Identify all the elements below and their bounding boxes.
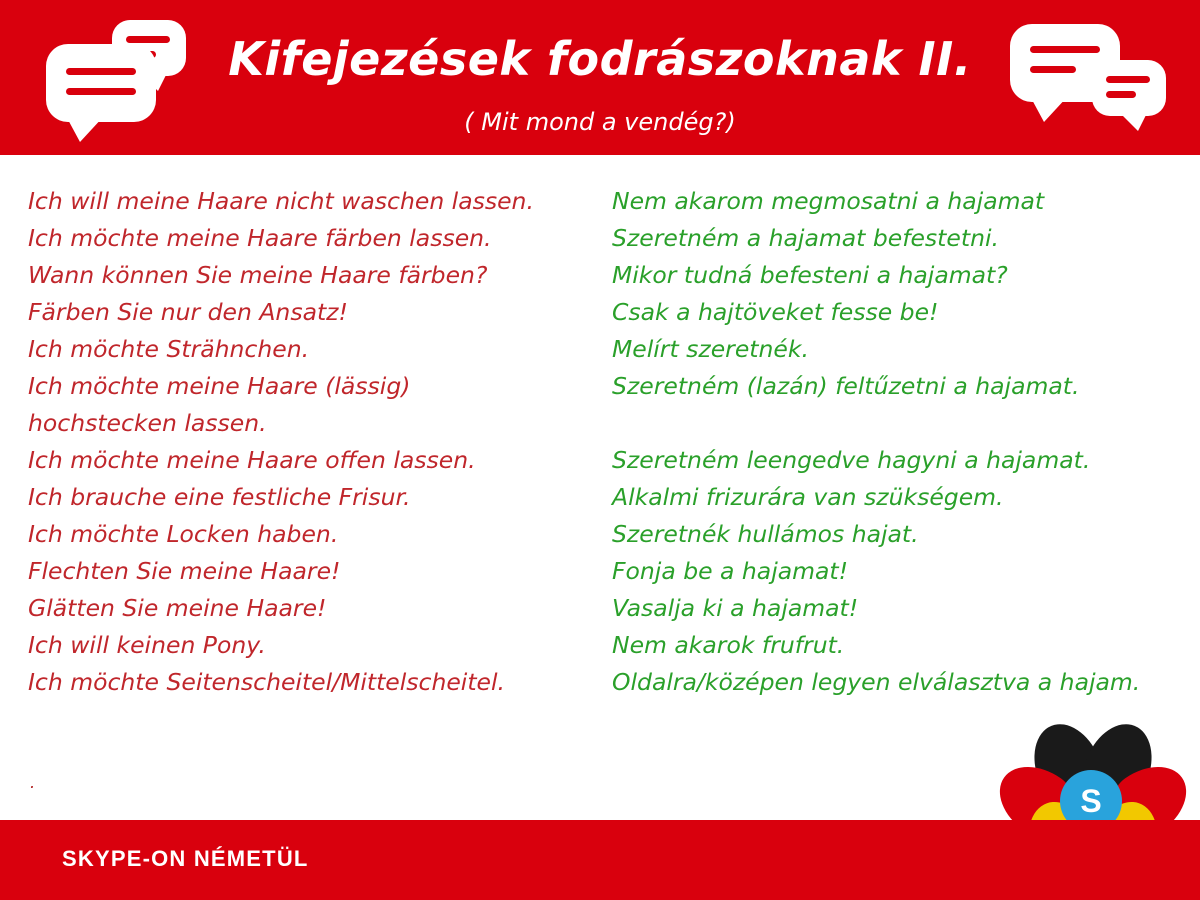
skype-badge: S (1060, 770, 1122, 832)
list-item: Ich möchte Strähnchen. (28, 335, 310, 363)
list-item: Szeretném a hajamat befestetni. (612, 224, 999, 252)
list-item: Wann können Sie meine Haare färben? (28, 261, 488, 289)
list-item: Glätten Sie meine Haare! (28, 594, 327, 622)
list-item: Ich will keinen Pony. (28, 631, 266, 659)
hungarian-column (612, 183, 1140, 701)
list-item: Mikor tudná befesteni a hajamat? (612, 261, 1008, 289)
list-item: Fonja be a hajamat! (612, 557, 849, 585)
list-item: Ich will meine Haare nicht waschen lassen. (28, 187, 534, 215)
speech-bubble-small-icon (1092, 60, 1166, 116)
list-item: Nem akarom megmosatni a hajamat (612, 187, 1045, 215)
page-subtitle: ( Mit mond a vendég?) (464, 108, 736, 136)
footer-bar (0, 820, 1200, 900)
list-item: Ich möchte Seitenscheitel/Mittelscheitel. (28, 668, 506, 696)
footer-label: SKYPE-ON NÉMETÜL (62, 846, 309, 871)
list-item: Flechten Sie meine Haare! (28, 557, 341, 585)
list-item: Alkalmi frizurára van szükségem. (612, 483, 1004, 511)
speech-bubble-icon-right (1000, 18, 1180, 138)
list-item: Färben Sie nur den Ansatz! (28, 298, 348, 326)
list-item: Ich brauche eine festliche Frisur. (28, 483, 411, 511)
list-item: Ich möchte meine Haare offen lassen. (28, 446, 476, 474)
page-title: Kifejezések fodrászoknak II. (228, 32, 972, 86)
list-item: Oldalra/középen legyen elválasztva a hajam. (612, 668, 1141, 696)
list-item: Melírt szeretnék. (612, 335, 809, 363)
list-item: Ich möchte meine Haare färben lassen. (28, 224, 492, 252)
list-item-spacer (612, 405, 1140, 442)
german-column (28, 183, 534, 701)
list-item: Csak a hajtöveket fesse be! (612, 298, 939, 326)
list-item: Nem akarok frufrut. (612, 631, 845, 659)
list-item: hochstecken lassen. (28, 409, 267, 437)
list-item: Ich möchte Locken haben. (28, 520, 339, 548)
list-item: Ich möchte meine Haare (lässig) (28, 372, 411, 400)
list-item: Szeretném (lazán) feltűzetni a hajamat. (612, 372, 1080, 400)
list-item: Szeretnék hullámos hajat. (612, 520, 919, 548)
list-item: Szeretném leengedve hagyni a hajamat. (612, 446, 1091, 474)
list-item: Vasalja ki a hajamat! (612, 594, 859, 622)
stray-punctuation-mark: . (30, 773, 36, 792)
header-banner (0, 0, 1200, 155)
